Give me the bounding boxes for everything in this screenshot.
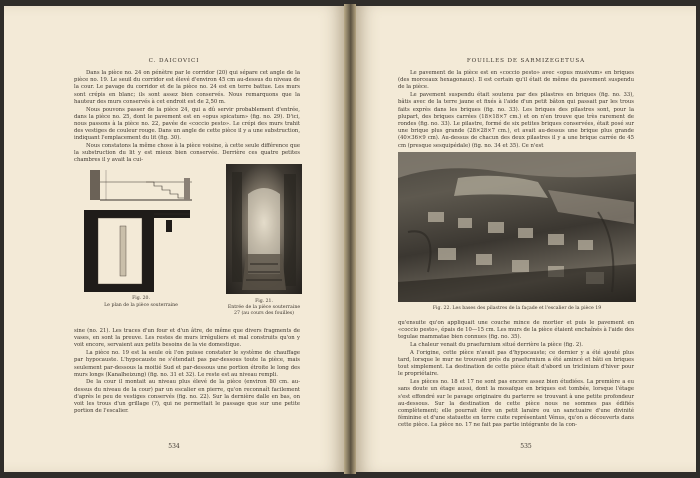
- right-page: [356, 6, 696, 472]
- wall-section-right: [184, 178, 190, 200]
- left-text-bottom: [74, 328, 300, 416]
- paragraph: Les pièces no. 18 et 17 ne sont pas encore assez bien étudiées. La première a eu sans doute un étage aussi, dont la mosaïque en briques est tombée, lorsque l'étage s'est effondré sur le pavage originaire du parterre se trouvant à une petite profondeur au-dessous. Sur la destination de cette pièce nous ne sommes pas édifiés complètement; elle pourrait être un petit laraire ou un sanctuaire d'une divinité féminine et d'une statuette en terre cuite représentant Vénus, qu'on a découverts dans cette pièce. La pièce no. 17 ne fait pas partie intégrante de la con-: [398, 379, 634, 429]
- photo-entrance: [226, 164, 302, 294]
- left-running-head: C. DAICOVICI: [148, 58, 200, 64]
- figure-20-plan: [76, 164, 206, 309]
- right-running-head: FOUILLES DE SARMIZEGETUSA: [466, 58, 586, 64]
- figure-21-photo: [226, 164, 302, 324]
- paragraph: Nous constatons la même chose à la pièce voisine, à cette seule différence que la substruction du lit y est mieux bien conservée. Derrière ces quatre petites chambres il y avait la cui-: [74, 143, 300, 164]
- wall-section: [90, 170, 100, 200]
- paragraph: Le pavement suspendu était soutenu par des pilastres en briques (fig. no. 33), bâtis avec de la terre jaune et fixés à l'aide d'un petit bâton qui passait par les trous faits exprès dans les briques (fig. no. 33). Les briques des pilastres sont, pour la plupart, des briques carrées (18×18×7 cm.) et on n'en trouve que très rarement de rondes (fig. no. 33). Le pilastre, formé de six petites briques conservées, était posé sur une brique plus grande (28×28×7 cm.), et avait au-dessus une brique plus grande (40×36×9 cm). Au-dessus de chacun des deux pilastres il y a une brique carrée de 45 cm (presque sesquipédale) (fig. no. 34 et 35). Ce n'est: [398, 92, 634, 149]
- fig20-caption: Le plan de la pièce souterraine: [104, 303, 178, 308]
- plan-wall-left: [84, 218, 98, 292]
- paragraph: Le pavement de la pièce est en «coccio pesto» avec «opus musivum» en briques (des morceaux hexagonaux). Il est certain qu'il était de même du pavement suspendu de la pièce.: [398, 70, 634, 91]
- fig21-number: Fig. 21.: [255, 299, 273, 304]
- fig20-number: Fig. 20.: [132, 296, 150, 301]
- paragraph: De la cour il montait au niveau plus élevé de la pièce (environ 80 cm. au-dessus du niveau de la cour) par un escalier en pierre, qu'on reconnaît facilement d'après le peu de vestiges conservés (fig. no. 22). Sur la dernière dalle en bas, on voit les trous d'un grillage (?), qui ne permettait le passage que sur une petite portion de l'escalier.: [74, 379, 300, 415]
- right-text-bottom: [398, 320, 634, 430]
- paragraph: La pièce no. 19 est la seule où l'on puisse constater le système de chauffage par hypocauste. L'hypocauste ne s'étendait pas par-dessous toute la pièce, mais seulement par-dessous la moitié Sud et par-dessous une portion étroite le long des murs longs (Kanalheizung) (fig. no. 31 et 32). Le reste est au niveau rempli.: [74, 350, 300, 378]
- fig22-caption: Fig. 22. Les bases des pilastres de la façade et l'escalier de la pièce 19: [432, 306, 602, 311]
- plan-wall-right: [142, 218, 154, 292]
- right-page-number: 535: [520, 443, 532, 450]
- right-text-top: [398, 70, 634, 150]
- paragraph: A l'origine, cette pièce n'avait pas d'hypocauste; ce dernier y a été ajouté plus tard, lorsque le mur ne trouvant près du praefurnium a été amincé et bâti en briques tout simplement. La destination de cette pièce était d'abord un triclinium d'hiver pour le propriétaire.: [398, 349, 634, 378]
- paragraph: La chaleur venait du praefurnium situé derrière la pièce (fig. 2).: [410, 342, 583, 349]
- paragraph: Dans la pièce no. 24 on pénètre par le corridor (20) qui sépare cet angle de la pièce no. 19. Le seuil du corridor est élevé d'environ 45 cm au-dessus du niveau de la cour. Le pavage du corridor et de la pièce no. 24 est en terre battue. Les murs sont crépis en blanc; ils sont assez bien conservés. Nous remarquons que la hauteur des murs conservés à cet endroit est de 2,50 m.: [74, 70, 300, 105]
- plan-drawing: [76, 164, 206, 299]
- left-page: [4, 6, 344, 472]
- paragraph: Nous pouvons passer de la pièce 24, qui a dû servir probablement d'entrée, dans la pièce no. 25, dont le pavement est en «opus spicatum» (fig. no. 29). D'ici, nous passons à la pièce no. 22, pavée de «coccio pesto». Le crépi des murs trahit des vestiges de couleur rouge. Dans un angle de cette pièce il y a une substruction, indiquant l'emplacement du lit (fig. 30).: [74, 106, 300, 142]
- book-gutter: [344, 4, 356, 474]
- plan-wall-bottom: [84, 284, 154, 292]
- figure-22-photo: [398, 152, 636, 324]
- left-text-top: [74, 70, 300, 165]
- photo-excavation: [398, 152, 636, 302]
- fig21-caption: Entrée de la pièce souterraine 27 (au cours des fouilles): [227, 305, 301, 316]
- paragraph: qu'ensuite qu'on appliquait une couche mince de mortier et puis le pavement en «coccio pesto», épais de 10—15 cm. Les murs de la pièce étaient enchaînés à l'aide des tegulae mammatae bien connues (fig. no. 35).: [398, 320, 634, 341]
- left-page-number: 534: [168, 443, 180, 450]
- paragraph: sine (no. 21). Les traces d'un four et d'un âtre, de même que divers fragments de vases, en sont la preuve. Les restes de murs irréguliers et mal construits qu'on y voit encore, servaient aux petits besoins de la vie domestique.: [74, 328, 300, 349]
